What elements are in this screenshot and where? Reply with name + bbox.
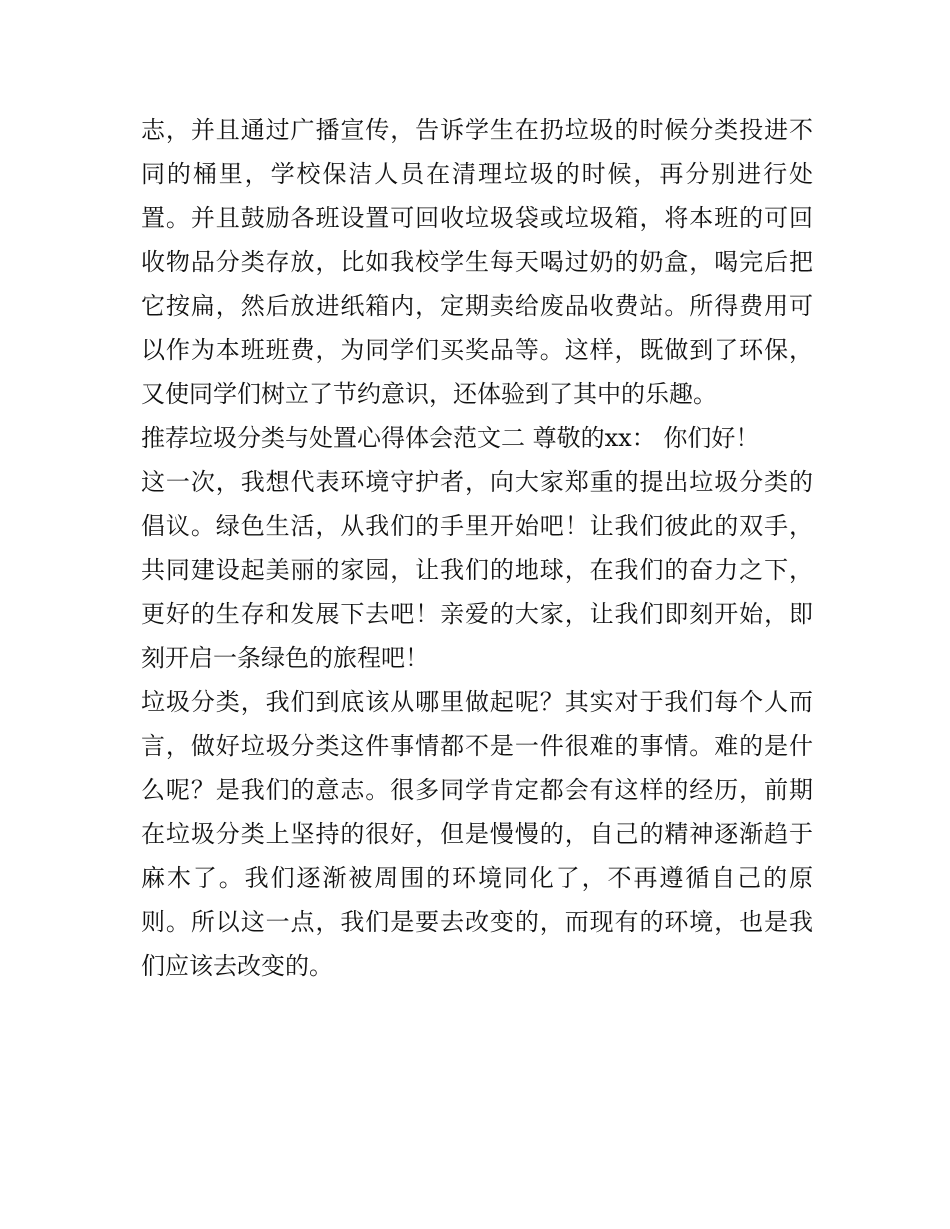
- paragraph-line: 刻开启一条绿色的旅程吧！: [141, 644, 429, 672]
- paragraph-line: 又使同学们树立了节约意识，还体验到了其中的乐趣。: [141, 380, 717, 408]
- paragraph-line: 志，并且通过广播宣传，告诉学生在扔垃圾的时候分类投进不: [141, 116, 813, 144]
- paragraph-line: 垃圾分类，我们到底该从哪里做起呢？其实对于我们每个人而: [141, 688, 813, 716]
- paragraph-line: 言，做好垃圾分类这件事情都不是一件很难的事情。难的是什: [141, 732, 813, 760]
- paragraph-line: 倡议。绿色生活，从我们的手里开始吧！让我们彼此的双手，: [141, 512, 813, 540]
- paragraph-line: 么呢？是我们的意志。很多同学肯定都会有这样的经历，前期: [141, 776, 813, 804]
- paragraph-line: 收物品分类存放，比如我校学生每天喝过奶的奶盒，喝完后把: [141, 248, 813, 276]
- paragraph-line: 以作为本班班费，为同学们买奖品等。这样，既做到了环保，: [141, 336, 813, 364]
- paragraph-line: 置。并且鼓励各班设置可回收垃圾袋或垃圾箱，将本班的可回: [141, 204, 813, 232]
- paragraph-line: 更好的生存和发展下去吧！亲爱的大家，让我们即刻开始，即: [141, 600, 813, 628]
- document-body: [141, 108, 813, 988]
- paragraph-line: 则。所以这一点，我们是要去改变的，而现有的环境，也是我: [141, 908, 813, 936]
- paragraph-line: 同的桶里，学校保洁人员在清理垃圾的时候，再分别进行处: [141, 160, 813, 188]
- paragraph-line: 麻木了。我们逐渐被周围的环境同化了，不再遵循自己的原: [141, 864, 813, 892]
- section-heading-line: 推荐垃圾分类与处置心得体会范文二 尊敬的xx： 你们好！: [141, 424, 760, 452]
- paragraph-line: 共同建设起美丽的家园，让我们的地球，在我们的奋力之下，: [141, 556, 813, 584]
- paragraph-line: 们应该去改变的。: [141, 952, 333, 980]
- paragraph-line: 它按扁，然后放进纸箱内，定期卖给废品收费站。所得费用可: [141, 292, 813, 320]
- paragraph-line: 这一次，我想代表环境守护者，向大家郑重的提出垃圾分类的: [141, 468, 813, 496]
- paragraph-line: 在垃圾分类上坚持的很好，但是慢慢的，自己的精神逐渐趋于: [141, 820, 813, 848]
